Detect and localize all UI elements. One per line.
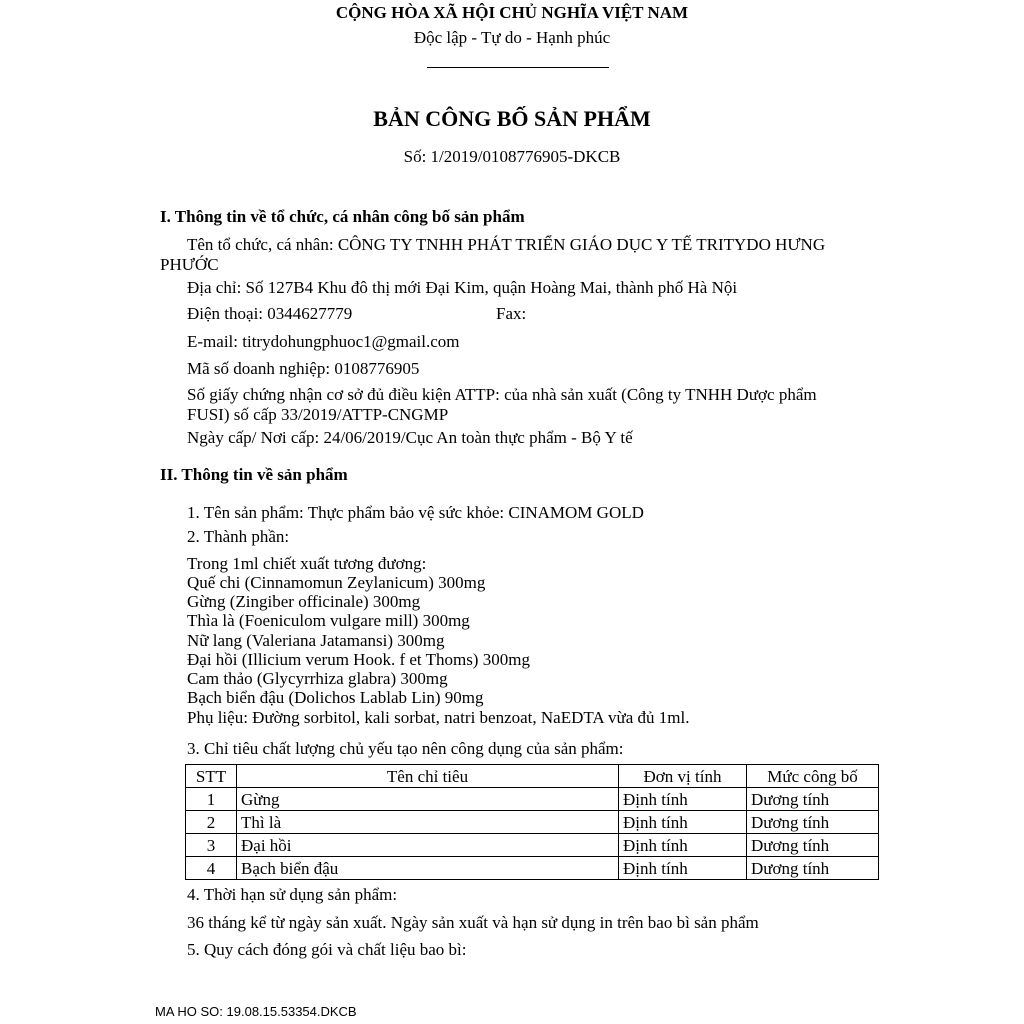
cell-criterion: Thì là — [237, 811, 619, 834]
phone: Điện thoại: 0344627779 — [187, 304, 353, 323]
table-row — [186, 788, 879, 811]
section2-heading: II. Thông tin về sản phẩm — [160, 465, 348, 484]
cell-level: Dương tính — [747, 811, 879, 834]
table-row — [186, 811, 879, 834]
col-header-stt: STT — [186, 765, 237, 788]
composition-line: Bạch biển đậu (Dolichos Lablab Lin) 90mg — [187, 688, 484, 707]
nation-header: CỘNG HÒA XÃ HỘI CHỦ NGHĨA VIỆT NAM — [335, 3, 689, 22]
shelf-life-label: 4. Thời hạn sử dụng sản phẩm: — [187, 885, 398, 904]
cert-line1: Số giấy chứng nhận cơ sở đủ điều kiện ATTP: của nhà sản xuất (Công ty TNHH Dược phẩm — [187, 385, 817, 404]
org-name-line2: PHƯỚC — [160, 255, 219, 274]
cell-stt: 1 — [186, 788, 237, 811]
cell-unit: Định tính — [619, 811, 747, 834]
document-title: BẢN CÔNG BỐ SẢN PHẨM — [373, 106, 651, 131]
quality-table — [185, 764, 879, 880]
table-header-row — [186, 765, 879, 788]
composition-line: Quế chi (Cinnamomun Zeylanicum) 300mg — [187, 573, 486, 592]
cell-unit: Định tính — [619, 834, 747, 857]
cell-level: Dương tính — [747, 834, 879, 857]
cell-stt: 3 — [186, 834, 237, 857]
org-name-line1: Tên tổ chức, cá nhân: CÔNG TY TNHH PHÁT TRIỂN GIÁO DỤC Y TẾ TRITYDO HƯNG — [187, 235, 826, 254]
col-header-criterion: Tên chỉ tiêu — [237, 765, 619, 788]
composition-line: Đại hồi (Illicium verum Hook. f et Thoms) 300mg — [187, 650, 530, 669]
composition-line: Gừng (Zingiber officinale) 300mg — [187, 592, 421, 611]
cell-criterion: Gừng — [237, 788, 619, 811]
cell-stt: 2 — [186, 811, 237, 834]
packaging-label: 5. Quy cách đóng gói và chất liệu bao bì: — [187, 940, 467, 959]
cell-stt: 4 — [186, 857, 237, 880]
composition-label: 2. Thành phần: — [187, 527, 290, 546]
quality-label: 3. Chỉ tiêu chất lượng chủ yếu tạo nên công dụng của sản phẩm: — [187, 739, 624, 758]
composition-line: Trong 1ml chiết xuất tương đương: — [187, 554, 427, 573]
address: Địa chỉ: Số 127B4 Khu đô thị mới Đại Kim, quận Hoàng Mai, thành phố Hà Nội — [187, 278, 738, 297]
table-row — [186, 834, 879, 857]
col-header-level: Mức công bố — [747, 765, 879, 788]
cert-line2: FUSI) số cấp 33/2019/ATTP-CNGMP — [187, 405, 449, 424]
cell-level: Dương tính — [747, 788, 879, 811]
section1-heading: I. Thông tin về tổ chức, cá nhân công bố sản phẩm — [160, 207, 525, 226]
col-header-unit: Đơn vị tính — [619, 765, 747, 788]
issue-info: Ngày cấp/ Nơi cấp: 24/06/2019/Cục An toàn thực phẩm - Bộ Y tế — [187, 428, 633, 447]
composition-line: Nữ lang (Valeriana Jatamansi) 300mg — [187, 631, 445, 650]
composition-line: Thìa là (Foeniculom vulgare mill) 300mg — [187, 611, 470, 630]
cell-criterion: Đại hồi — [237, 834, 619, 857]
cell-unit: Định tính — [619, 857, 747, 880]
cell-criterion: Bạch biển đậu — [237, 857, 619, 880]
fax: Fax: — [496, 304, 527, 323]
table-row — [186, 857, 879, 880]
product-name: 1. Tên sản phẩm: Thực phẩm bảo vệ sức khỏe: CINAMOM GOLD — [187, 503, 644, 522]
record-code: MA HO SO: 19.08.15.53354.DKCB — [155, 1004, 357, 1019]
motto: Độc lập - Tự do - Hạnh phúc — [413, 28, 611, 47]
composition-line: Phụ liệu: Đường sorbitol, kali sorbat, natri benzoat, NaEDTA vừa đủ 1ml. — [187, 708, 690, 727]
composition-line: Cam thảo (Glycyrrhiza glabra) 300mg — [187, 669, 448, 688]
email: E-mail: titrydohungphuoc1@gmail.com — [187, 332, 460, 351]
tax-code: Mã số doanh nghiệp: 0108776905 — [187, 359, 420, 378]
document-number: Số: 1/2019/0108776905-DKCB — [403, 147, 621, 166]
shelf-life: 36 tháng kể từ ngày sản xuất. Ngày sản xuất và hạn sử dụng in trên bao bì sản phẩm — [187, 913, 759, 932]
header-divider — [427, 67, 609, 68]
cell-level: Dương tính — [747, 857, 879, 880]
cell-unit: Định tính — [619, 788, 747, 811]
